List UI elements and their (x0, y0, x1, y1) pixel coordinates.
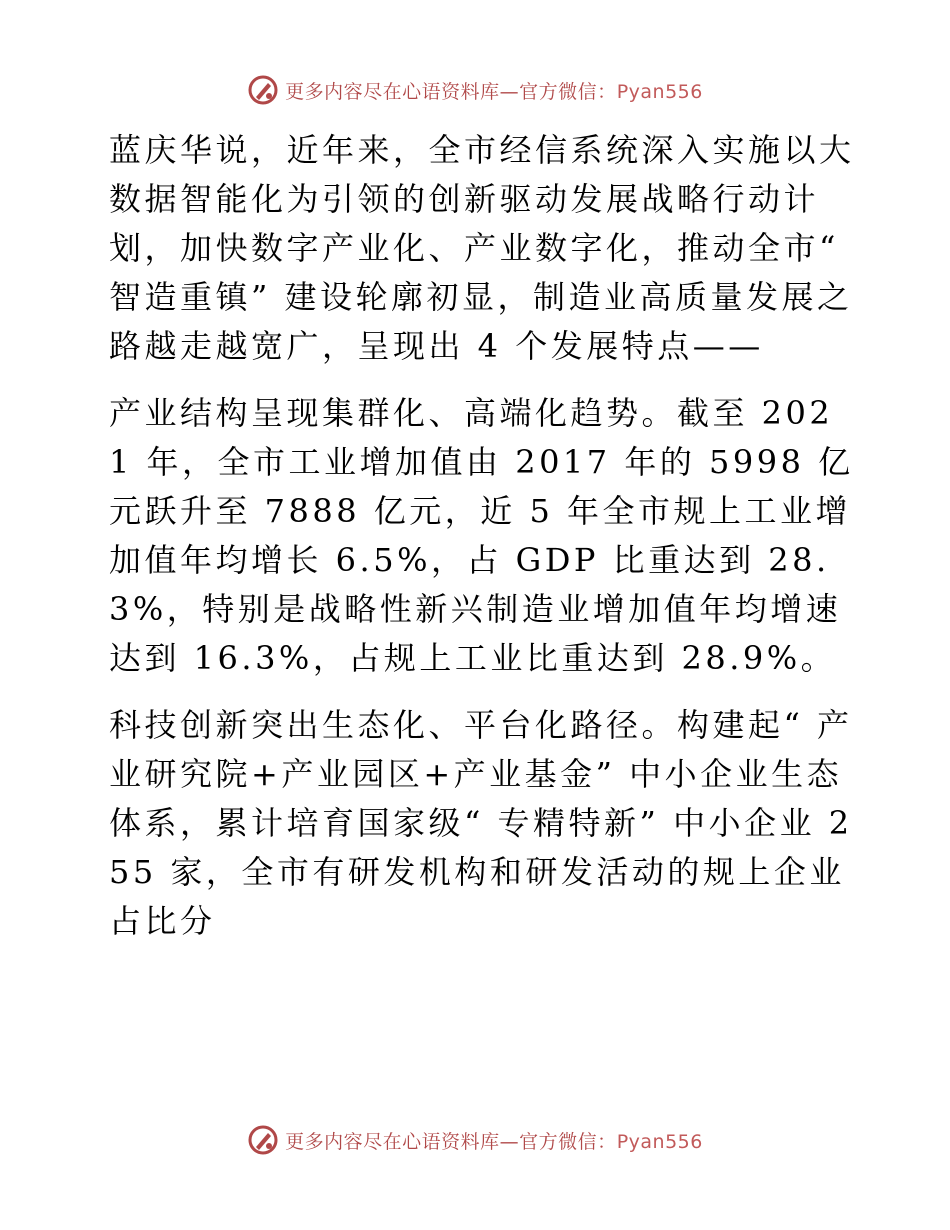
watermark-official-label: 官方微信： (519, 80, 617, 103)
footer-watermark-text (285, 1127, 703, 1154)
header-watermark (0, 70, 950, 110)
watermark-site-text: 更多内容尽在心语资料库 (285, 80, 500, 103)
footer-watermark-row (247, 1124, 703, 1156)
watermark-separator: — (499, 1130, 520, 1153)
watermark-handle: Pyan556 (616, 80, 703, 103)
watermark-handle: Pyan556 (616, 1130, 703, 1153)
paragraph-industry-structure: 产业结构呈现集群化、高端化趋势。截至 2021 年，全市工业增加值由 2017 年的 5998 亿元跃升至 7888 亿元，近 5 年全市规上工业增加值年均增长 6.5%，占 GDP 比重达到 28.3%，特别是战略性新兴制造业增加值年均增速达到 16.3%，占规上工业比重达到 28.9%。 (109, 394, 854, 677)
footer-watermark (0, 1120, 950, 1160)
watermark-separator: — (499, 80, 520, 103)
pen-seal-icon (247, 1124, 279, 1156)
document-body (97, 126, 857, 946)
paragraph-intro: 蓝庆华说，近年来，全市经信系统深入实施以大数据智能化为引领的创新驱动发展战略行动计划，加快数字产业化、产业数字化，推动全市“ 智造重镇” 建设轮廓初显，制造业高质量发展之路越走越宽广，呈现出 4 个发展特点—— (109, 131, 855, 365)
header-watermark-text (285, 77, 703, 104)
pen-seal-icon (247, 74, 279, 106)
paragraph-tech-innovation: 科技创新突出生态化、平台化路径。构建起“ 产业研究院+产业园区+产业基金” 中小企业生态体系，累计培育国家级“ 专精特新” 中小企业 255 家，全市有研发机构和研发活动的规上企业占比分 (109, 706, 853, 940)
watermark-site-text: 更多内容尽在心语资料库 (285, 1130, 500, 1153)
header-watermark-row (247, 74, 703, 106)
watermark-official-label: 官方微信： (519, 1130, 617, 1153)
